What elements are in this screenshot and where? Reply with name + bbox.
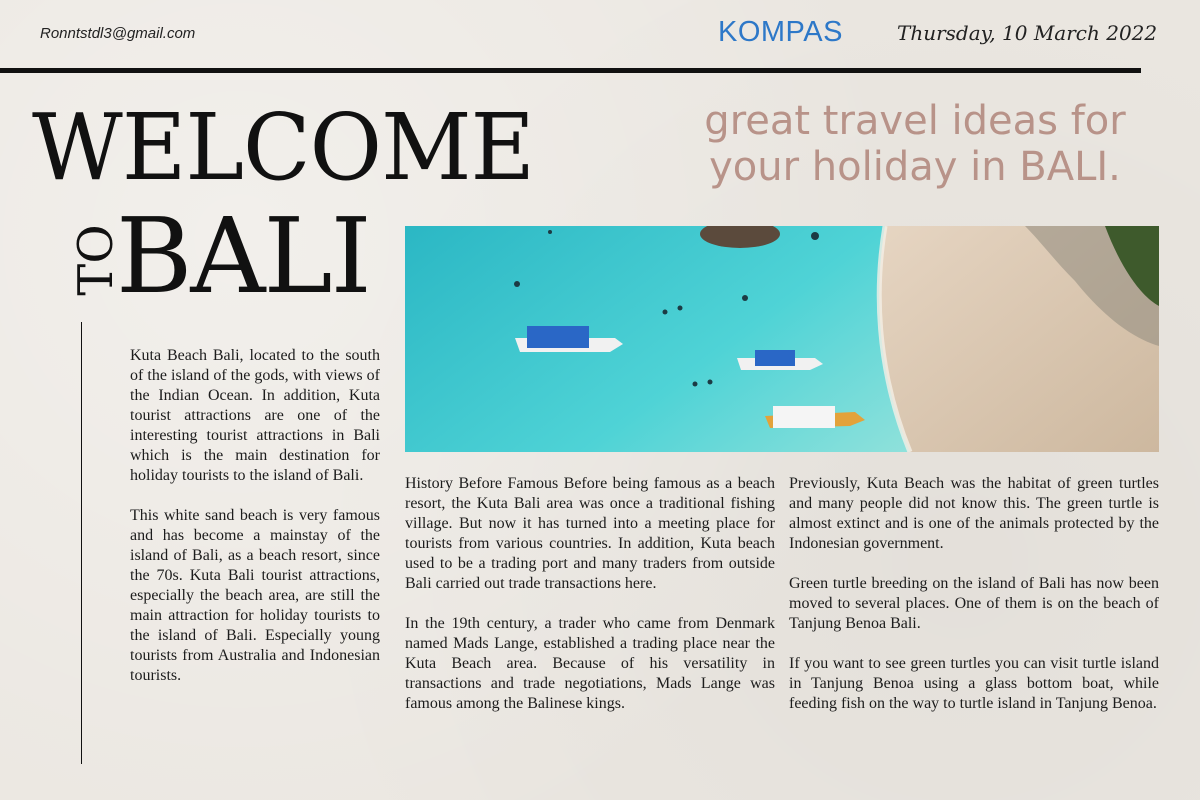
article-column-2 — [405, 474, 775, 734]
headline-to: TO — [68, 224, 124, 296]
paragraph: In the 19th century, a trader who came from Denmark named Mads Lange, established a trading place near the Kuta Beach area. Because of his versatility in transactions and trade negotiations, Mads Lange was famous among the Balinese kings. — [405, 615, 775, 712]
paragraph: Green turtle breeding on the island of Bali has now been moved to several places. One of them is on the beach of Tanjung Benoa Bali. — [789, 575, 1159, 632]
tagline — [670, 98, 1160, 190]
tagline-line-2: your holiday in BALI. — [709, 144, 1121, 190]
masthead-logo: KOMPAS — [718, 16, 843, 48]
beach-aerial-photo — [405, 226, 1159, 452]
headline-welcome: WELCOME — [32, 94, 535, 201]
paragraph: This white sand beach is very famous and has become a mainstay of the island of Bali, as a beach resort, since the 70s. Kuta Bali tourist attractions, especially the beach area, are still the main attraction for holiday tourists to the island of Bali. Especially young tourists from Australia and Indonesian tourists. — [130, 507, 380, 684]
article-column-3 — [789, 474, 1159, 734]
issue-date: Thursday, 10 March 2022 — [897, 21, 1158, 45]
header-rule — [0, 68, 1141, 73]
paragraph: History Before Famous Before being famous as a beach resort, the Kuta Bali area was once a traditional fishing village. But now it has turned into a meeting place for tourists from various countries. In addition, Kuta beach used to be a trading port and many traders from outside Bali carried out trade transactions here. — [405, 475, 775, 592]
paragraph: Kuta Beach Bali, located to the south of the island of the gods, with views of the Indian Ocean. In addition, Kuta tourist attractions are one of the interesting tourist attractions in Bali which is the main destination for holiday tourists to the island of Bali. — [130, 347, 380, 484]
author-email: Ronntstdl3@gmail.com — [40, 25, 196, 42]
headline-bali: BALI — [116, 195, 370, 317]
article-column-1 — [130, 346, 380, 706]
column-rule — [81, 322, 82, 764]
tagline-line-1: great travel ideas for — [704, 98, 1126, 144]
paragraph: If you want to see green turtles you can visit turtle island in Tanjung Benoa using a glass bottom boat, while feeding fish on the way to turtle island in Tanjung Benoa. — [789, 655, 1159, 712]
paragraph: Previously, Kuta Beach was the habitat of green turtles and many people did not know this. The green turtle is almost extinct and is one of the animals protected by the Indonesian government. — [789, 475, 1159, 552]
